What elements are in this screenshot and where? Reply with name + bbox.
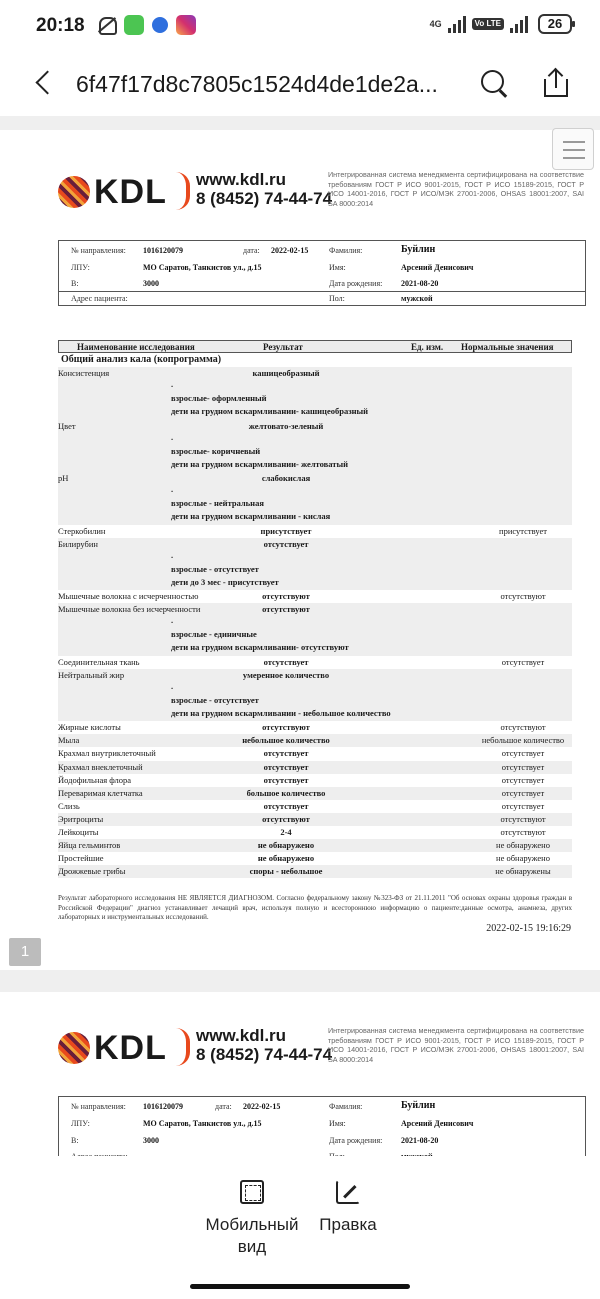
table-header <box>58 340 572 353</box>
birth-label-2: Дата рождения: <box>329 1136 383 1145</box>
lab-url-2: www.kdl.ru <box>196 1026 287 1045</box>
test-name: Яйца гельминтов <box>58 840 121 851</box>
patient-info <box>58 240 586 292</box>
back-button[interactable] <box>30 68 60 98</box>
lab-phone-2: 8 (8452) 74-44-74 <box>196 1045 333 1064</box>
test-norm: присутствует <box>499 525 547 536</box>
name-label: Имя: <box>329 263 346 272</box>
table-row <box>58 590 572 603</box>
lpu-label: ЛПУ: <box>71 263 90 272</box>
birth-value-2: 2021-08-20 <box>401 1136 439 1145</box>
kdl-logo-ball-icon <box>58 1032 90 1064</box>
report-timestamp: 2022-02-15 19:16:29 <box>486 923 571 934</box>
date-label-2: дата: <box>215 1102 232 1111</box>
lab-url: www.kdl.ru <box>196 170 287 189</box>
table-row <box>58 669 572 722</box>
col-norm: Нормальные значения <box>461 342 554 352</box>
norm-children: дети до 3 мес - присутствует <box>171 576 279 587</box>
test-norm: небольшое количество <box>481 735 565 746</box>
table-row <box>58 787 572 800</box>
test-norm: отсутствуют <box>500 591 546 602</box>
norm-children: дети на грудном вскармливании - небольшое количество <box>171 707 391 718</box>
test-result: умеренное количество <box>242 669 330 680</box>
document-page-1 <box>0 130 600 970</box>
test-name: Крахмал внеклеточный <box>58 761 143 772</box>
test-result: отсутствует <box>263 656 309 667</box>
test-name: Слизь <box>58 800 80 811</box>
surname-value: Буйлин <box>401 244 436 255</box>
mobile-view-label: Мобильный вид <box>205 1215 299 1256</box>
patient-info-2 <box>58 1096 586 1156</box>
doctor-label: В: <box>71 279 79 288</box>
norm-adults: взрослые - отсутствует <box>171 694 259 705</box>
table-row <box>58 420 572 473</box>
disclaimer: Результат лабораторного исследования НЕ ЯВЛЯЕТСЯ ДИАГНОЗОМ. Согласно федеральному закону №323-ФЗ от 21.11.2011 "Об основах охраны здоровья граждан в Российской Федерации" диагноз устанавливает лечащий врач, используя полную и всестороннюю информацию о пациенте:данные осмотра, анамнеза, других лабораторных и инструментальных исследований. <box>58 894 572 921</box>
document-page-2 <box>0 992 600 1172</box>
test-name: Переваримая клетчатка <box>58 787 143 798</box>
menu-button[interactable] <box>552 128 594 170</box>
test-name: Мыла <box>58 735 80 746</box>
date-label: дата: <box>243 246 260 255</box>
test-name: Соединительная ткань <box>58 656 140 667</box>
test-norm: отсутствует <box>501 761 545 772</box>
test-name: Стеркобилин <box>58 525 106 536</box>
norm-children: дети на грудном вскармливании- кашицеобразный <box>171 406 369 416</box>
col-name: Наименование исследования <box>77 342 195 352</box>
table-row <box>58 800 572 813</box>
test-norm: отсутствует <box>501 800 545 811</box>
test-result: отсутствует <box>263 748 309 759</box>
doctor-value-2: 3000 <box>143 1136 159 1145</box>
document-title: 6f47f17d8c7805c1524d4de1de2a... <box>76 71 438 97</box>
test-result: не обнаружено <box>257 853 315 864</box>
document-viewer[interactable] <box>0 116 600 1156</box>
name-label-2: Имя: <box>329 1119 346 1128</box>
doctor-label-2: В: <box>71 1136 79 1145</box>
table-row <box>58 826 572 839</box>
kdl-logo <box>58 172 178 212</box>
test-result: отсутствуют <box>262 591 310 602</box>
test-name: Мышечные волокна без исчерченности <box>58 604 201 615</box>
test-result: 2-4 <box>280 827 292 838</box>
surname-label: Фамилия: <box>329 246 363 255</box>
test-result: присутствует <box>260 525 312 536</box>
test-name: Йодофильная флора <box>58 774 132 785</box>
results-rows <box>58 367 572 878</box>
home-indicator[interactable] <box>190 1284 410 1289</box>
table-row <box>58 734 572 747</box>
test-name: Лейкоциты <box>58 827 99 838</box>
date-value-2: 2022-02-15 <box>243 1102 281 1111</box>
mobile-view-button[interactable] <box>198 1180 306 1258</box>
kdl-logo-text-2: KDL <box>94 1029 167 1067</box>
test-result: не обнаружено <box>257 840 315 851</box>
surname-label-2: Фамилия: <box>329 1102 363 1111</box>
edit-icon <box>336 1180 360 1204</box>
birth-label: Дата рождения: <box>329 279 383 288</box>
battery-icon: 26 <box>538 14 572 34</box>
search-button[interactable] <box>478 67 510 99</box>
table-row <box>58 525 572 538</box>
table-row <box>58 839 572 852</box>
certification-text-2: Интегрированная система менеджмента сертифицирована на соответствие требованиям ГОСТ Р ИСО 9001-2015, ГОСТ Р ИСО 15189-2015, ГОСТ Р ИСО 14001-2016, ГОСТ Р ИСО/МЭК 27001-2006, OHSAS 18001:2007, SAI SA 8000:2014 <box>328 1026 584 1064</box>
sex-value: мужской <box>401 294 433 303</box>
norm-adults: взрослые - отсутствует <box>171 563 259 574</box>
test-name: Цвет <box>58 420 76 431</box>
norm-bullet: . <box>171 484 174 494</box>
norm-adults: взрослые - единичные <box>171 629 257 640</box>
birth-value: 2021-08-20 <box>401 279 439 288</box>
patient-info-extra <box>58 292 586 306</box>
norm-children: дети на грудном вскармливании- желтоватый <box>171 458 348 469</box>
test-result: отсутствуют <box>262 813 310 824</box>
table-row <box>58 747 572 760</box>
test-name: Простейшие <box>58 853 104 864</box>
norm-bullet: . <box>171 379 174 389</box>
test-name: Дрожжевые грибы <box>58 866 126 877</box>
system-icons <box>430 14 572 34</box>
test-name: Мышечные волокна с исчерченностью <box>58 591 199 602</box>
table-row <box>58 813 572 826</box>
kdl-logo-ball-icon <box>58 176 90 208</box>
table-row <box>58 852 572 865</box>
table-row <box>58 761 572 774</box>
browser-notification-icon <box>152 17 168 33</box>
table-row <box>58 656 572 669</box>
test-name: Билирубин <box>58 538 98 549</box>
norm-bullet: . <box>171 680 174 691</box>
app-notification-icon <box>124 15 144 35</box>
page-number-badge: 1 <box>9 938 41 966</box>
table-row <box>58 538 572 591</box>
results-table <box>58 340 572 878</box>
signal-icon <box>448 15 466 33</box>
kdl-logo-text: KDL <box>94 173 167 211</box>
section-title: Общий анализ кала (копрограмма) <box>61 354 222 365</box>
sex-label: Пол: <box>329 294 345 303</box>
edit-label: Правка <box>319 1215 377 1234</box>
table-row <box>58 472 572 525</box>
doctor-value: 3000 <box>143 279 159 288</box>
test-result: кашицеобразный <box>252 368 320 378</box>
test-name: Жирные кислоты <box>58 722 121 733</box>
test-norm: не обнаружено <box>496 853 550 864</box>
lab-contacts <box>196 170 333 209</box>
lab-phone: 8 (8452) 74-44-74 <box>196 189 333 208</box>
norm-bullet: . <box>171 431 174 442</box>
status-time: 20:18 <box>36 15 85 36</box>
table-row <box>58 603 572 656</box>
table-row <box>58 367 572 420</box>
norm-children: дети на грудном вскармливании - кислая <box>171 511 331 521</box>
test-result: отсутствует <box>263 761 309 772</box>
notification-icons <box>96 15 196 35</box>
lpu-value-2: МО Саратов, Танкистов ул., д.15 <box>143 1119 262 1128</box>
col-unit: Ед. изм. <box>411 342 444 352</box>
test-norm: отсутствует <box>501 787 545 798</box>
test-result: споры - небольшое <box>249 866 323 877</box>
norm-children: дети на грудном вскармливании- отсутствуют <box>171 642 349 653</box>
status-bar <box>0 0 600 52</box>
norm-adults: взрослые - нейтральная <box>171 498 264 508</box>
norm-adults: взрослые- коричневый <box>171 445 261 456</box>
test-norm: не обнаружены <box>495 866 551 877</box>
network-type: 4G <box>429 18 442 29</box>
signal-icon-2 <box>510 15 528 33</box>
bottom-toolbar <box>0 1156 600 1299</box>
direction-label: № направления: <box>71 246 126 255</box>
share-button[interactable] <box>540 66 572 100</box>
surname-value-2: Буйлин <box>401 1100 436 1111</box>
edit-button[interactable] <box>310 1180 386 1236</box>
test-name: Эритроциты <box>58 813 104 824</box>
lab-contacts-2 <box>196 1026 333 1065</box>
kdl-swoosh-icon <box>176 1028 190 1066</box>
direction-label-2: № направления: <box>71 1102 126 1111</box>
test-name: pH <box>58 473 69 483</box>
kdl-swoosh-icon <box>176 172 190 210</box>
table-row <box>58 865 572 878</box>
address-label: Адрес пациента: <box>71 294 128 303</box>
lab-header-2 <box>58 1022 588 1072</box>
test-result: большое количество <box>246 787 326 798</box>
table-row <box>58 721 572 734</box>
test-norm: отсутствует <box>501 748 545 759</box>
instagram-icon <box>176 15 196 35</box>
test-name: Крахмал внутриклеточный <box>58 748 156 759</box>
test-result: отсутствуют <box>262 604 310 615</box>
test-result: отсутствует <box>263 774 309 785</box>
name-value: Арсений Денисович <box>401 263 474 272</box>
date-value: 2022-02-15 <box>271 246 309 255</box>
test-norm: отсутствует <box>501 774 545 785</box>
test-result: небольшое количество <box>242 735 330 746</box>
volte-badge: Vo LTE <box>472 18 504 30</box>
test-norm: отсутствуют <box>500 813 546 824</box>
test-norm: отсутствуют <box>500 827 546 838</box>
norm-adults: взрослые- оформленный <box>171 393 267 403</box>
col-result: Результат <box>263 342 303 352</box>
lab-header <box>58 166 588 216</box>
norm-bullet: . <box>171 615 174 626</box>
direction-value-2: 1016120079 <box>143 1102 183 1111</box>
test-name: Консистенция <box>58 368 110 378</box>
hamburger-icon <box>563 141 585 143</box>
test-result: отсутствует <box>263 800 309 811</box>
norm-bullet: . <box>171 549 174 560</box>
certification-text: Интегрированная система менеджмента сертифицирована на соответствие требованиям ГОСТ Р ИСО 9001-2015, ГОСТ Р ИСО 15189-2015, ГОСТ Р ИСО 14001-2016, ГОСТ Р ИСО/МЭК 27001-2006, OHSAS 18001:2007, SAI SA 8000:2014 <box>328 170 584 208</box>
app-header <box>0 52 600 116</box>
mobile-view-icon <box>240 1180 264 1204</box>
test-norm: отсутствуют <box>500 722 546 733</box>
test-norm: отсутствует <box>501 656 545 667</box>
test-result: слабокислая <box>261 473 311 483</box>
table-row <box>58 774 572 787</box>
test-result: желтовато-зеленый <box>248 420 324 431</box>
direction-value: 1016120079 <box>143 246 183 255</box>
test-name: Нейтральный жир <box>58 669 125 680</box>
test-result: отсутствуют <box>262 722 310 733</box>
test-norm: не обнаружено <box>496 840 550 851</box>
name-value-2: Арсений Денисович <box>401 1119 474 1128</box>
mute-bell-icon <box>96 15 116 35</box>
test-result: отсутствует <box>263 538 309 549</box>
kdl-logo-2 <box>58 1028 178 1068</box>
lpu-label-2: ЛПУ: <box>71 1119 90 1128</box>
lpu-value: МО Саратов, Танкистов ул., д.15 <box>143 263 262 272</box>
